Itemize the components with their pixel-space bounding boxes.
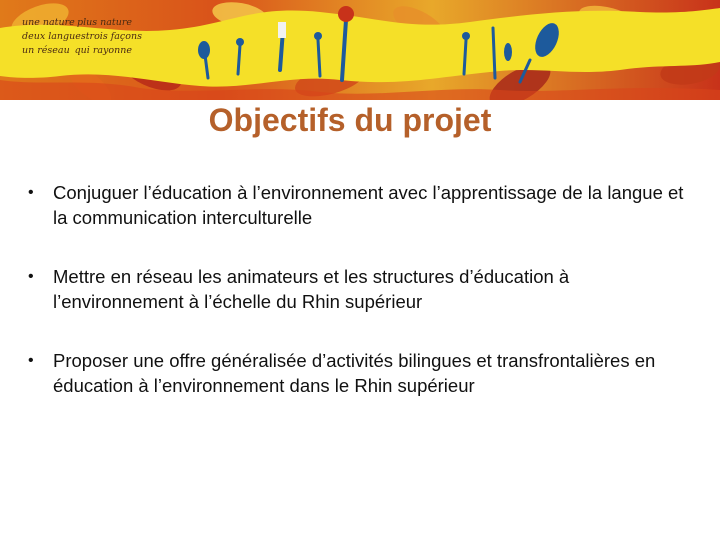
bullet-text: Conjuguer l’éducation à l’environnement avec l’apprentissage de la langue et la communication interculturelle (53, 182, 684, 228)
logo-text: deux langues (22, 31, 86, 42)
logo-text: trois façons (85, 31, 142, 42)
bullet-item (28, 180, 688, 230)
bullet-list (28, 180, 688, 432)
logo-text: plus nature (76, 17, 132, 28)
logo-text: qui rayonne (74, 45, 132, 56)
logo (22, 16, 142, 58)
logo-text: une nature (22, 17, 75, 28)
logo-line (22, 30, 142, 44)
bullet-marker: • (28, 184, 34, 201)
slide-title: Objectifs du projet (208, 102, 492, 138)
logo-line (22, 16, 132, 30)
bullet-text: Mettre en réseau les animateurs et les structures d’éducation à l’environnement à l’échelle du Rhin supérieur (53, 266, 570, 312)
bullet-item (28, 264, 688, 314)
bullet-text: Proposer une offre généralisée d’activités bilingues et transfrontalières en éducation à l’environnement dans le Rhin supérieur (53, 350, 656, 396)
bullet-marker: • (28, 268, 34, 285)
bullet-marker: • (28, 352, 34, 369)
logo-text: un réseau (22, 45, 70, 56)
logo-line (22, 44, 132, 58)
bullet-item (28, 348, 688, 398)
